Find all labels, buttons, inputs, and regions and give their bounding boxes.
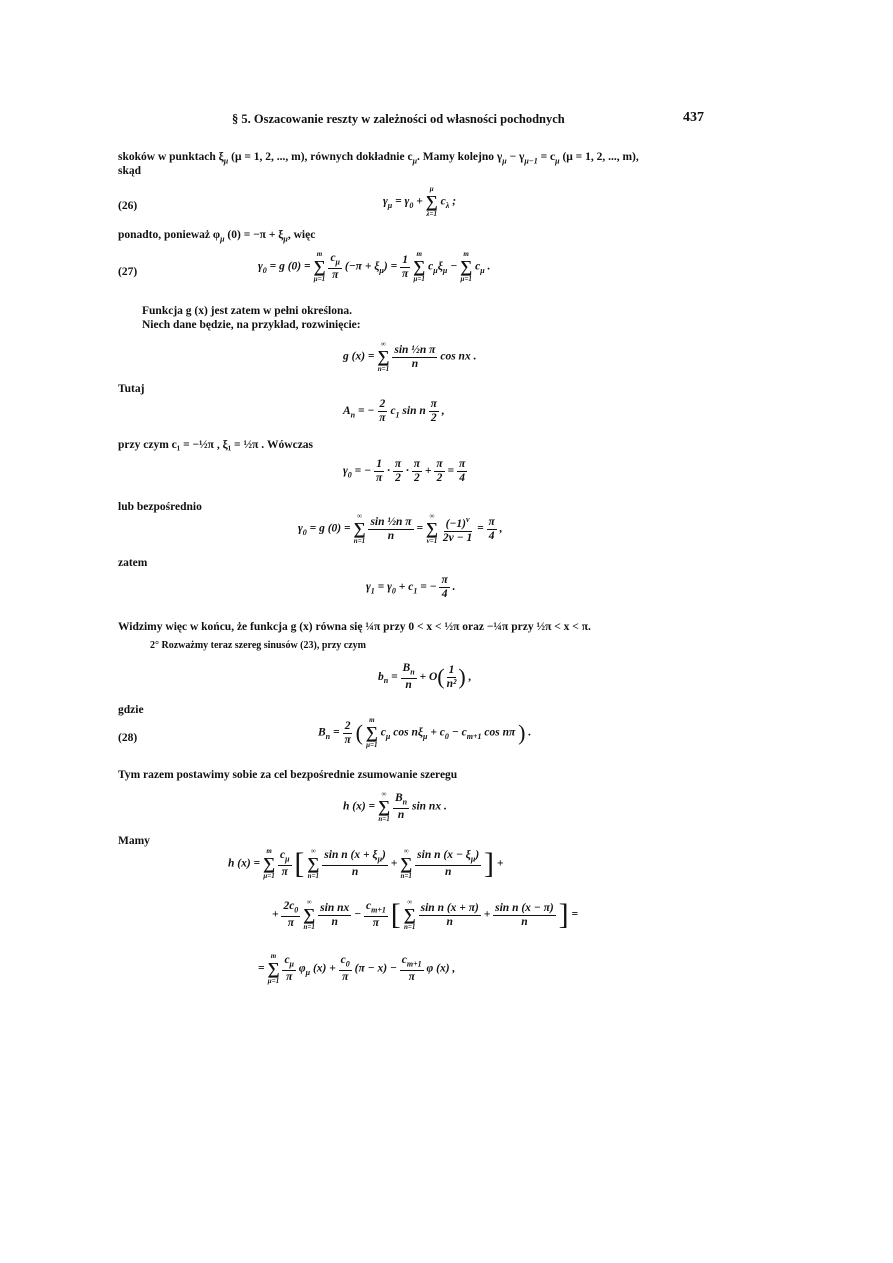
- paragraph-line: Tutaj: [118, 383, 145, 395]
- equation-number: (26): [118, 200, 138, 212]
- paragraph-line: skąd: [118, 165, 142, 177]
- paragraph-line: zatem: [118, 557, 148, 569]
- equation-bn: $b_n$ = $\frac{B_n}{n}$ + O( $\frac{1}{\text{n²}}$ ) ,: [378, 662, 472, 692]
- paragraph-line: przy czym c₁ = −½π , ξ₁ = ½π . Wówczas: [118, 439, 314, 451]
- text-fragment: (0) = −π + ξ: [224, 229, 284, 241]
- paragraph-line: gdzie: [118, 704, 144, 716]
- paragraph-line: ponadto, ponieważ $\varphi_\mu$ $(0) = -\pi + \xi_\mu$, więc: [118, 229, 316, 244]
- paragraph-line: lub bezpośrednio: [118, 501, 202, 513]
- page-number: 437: [683, 110, 704, 125]
- equation-number: (28): [118, 732, 138, 744]
- equation-28: $B_n$ = $\frac{2}{\pi}$ ( m ∑ μ=1 $c_\mu$ $\cos n\xi_\mu + c_0 - c_{m+1}$ cos nπ ) .: [318, 716, 532, 749]
- paragraph-line: 2° Rozważmy teraz szereg sinusów (23), przy czym: [150, 640, 366, 651]
- equation-gx: g (x) = ∞ ∑ n=1 $\frac{\text{sin ½n π}}{n}$ cos nx .: [343, 340, 477, 373]
- text-fragment: ponadto, ponieważ φ: [118, 229, 221, 241]
- paragraph-line: Tym razem postawimy sobie za cel bezpośrednie zsumowanie szeregu: [118, 769, 458, 781]
- running-header: § 5. Oszacowanie reszty w zależności od własności pochodnych: [232, 112, 565, 126]
- equation-an: $A_n$ = − $\frac{2}{\pi}$ $c_1$ sin n $\frac{\pi}{2}$ ,: [343, 398, 445, 424]
- equation-gamma0: $\gamma_0$ = − $\frac{1}{\pi}$ · $\frac{\pi}{2}$ · $\frac{\pi}{2}$ + $\frac{\pi}{2}$ = $\frac{\pi}{4}$: [343, 458, 466, 484]
- equation-26: $\gamma_\mu = \gamma_0$ + μ ∑ λ=1 $c_\lambda$ ;: [383, 185, 457, 218]
- equation-27: $\gamma_0 = g$ (0) = m ∑ μ=1 $\frac{c_\mu}{\pi}$ $(-\pi + \xi_\mu)$ = $\frac{1}{\pi}$ m ∑ μ=1 $c_\mu\xi_\mu$ − m ∑ μ=1 $c_\mu$ .: [258, 250, 491, 283]
- paragraph-line: Funkcja g (x) jest zatem w pełni określona.: [142, 305, 352, 317]
- equation-number: (27): [118, 266, 138, 278]
- equation-hx-expansion-2: + $\frac{2c_0}{\pi}$ ∞ ∑ n=1 $\frac{\text{sin nx}}{n}$ − $\frac{c_{m+1}}{\pi}$ [ ∞ ∑ n=1 $\frac{\text{sin n (x + π)}}{n}$ + $\frac{\text{sin n (x − π)}}{n}$ ] =: [272, 898, 579, 931]
- text-fragment: (μ = 1, 2, ..., m), równych dokładnie c: [228, 151, 413, 163]
- text-fragment: . Mamy kolejno γ: [417, 151, 503, 163]
- equation-hx-expansion-1: h (x) = m ∑ μ=1 $\frac{c_\mu}{\pi}$ [ ∞ ∑ n=1 $\frac{\sin n (x + \xi_\mu)}{n}$ + ∞ ∑ n=1 $\frac{\sin n (x - \xi_\mu)}{n}$ ] +: [228, 847, 504, 880]
- paragraph-line: Mamy: [118, 835, 150, 847]
- equation-gamma0-direct: $\gamma_0 = g$ (0) = ∞ ∑ n=1 $\frac{\text{sin ½n π}}{n}$ = ∞ ∑ ν=1 $\frac{(-1)^\nu}{2\nu - 1}$ = $\frac{\pi}{4}$ ,: [298, 512, 503, 545]
- text-fragment: skoków w punktach ξ: [118, 151, 224, 163]
- paragraph-line: skoków w punktach $\xi_\mu$ (μ = 1, 2, ..., m), równych dokładnie $c_\mu$. Mamy kolejno $\gamma_\mu - \gamma_{\mu-1} = c_\mu$ (μ = 1, 2, ..., m),: [118, 151, 639, 166]
- equation-hx: h (x) = ∞ ∑ n=1 $\frac{B_n}{n}$ sin nx .: [343, 790, 447, 823]
- text-fragment: , więc: [287, 229, 316, 241]
- paragraph-line: Niech dane będzie, na przykład, rozwinięcie:: [142, 319, 361, 331]
- paragraph-line: Widzimy więc w końcu, że funkcja g (x) równa się ¼π przy 0 < x < ½π oraz −¼π przy ½π < x < π.: [118, 621, 591, 633]
- equation-gamma1: $\gamma_1 = \gamma_0 + c_1$ = − $\frac{\pi}{4}$ .: [366, 574, 456, 600]
- equation-hx-expansion-3: = m ∑ μ=1 $\frac{c_\mu}{\pi}$ $\varphi_\mu$ (x) + $\frac{c_0}{\pi}$ (π − x) − $\frac{c_{m+1}}{\pi}$ φ (x) ,: [258, 952, 456, 985]
